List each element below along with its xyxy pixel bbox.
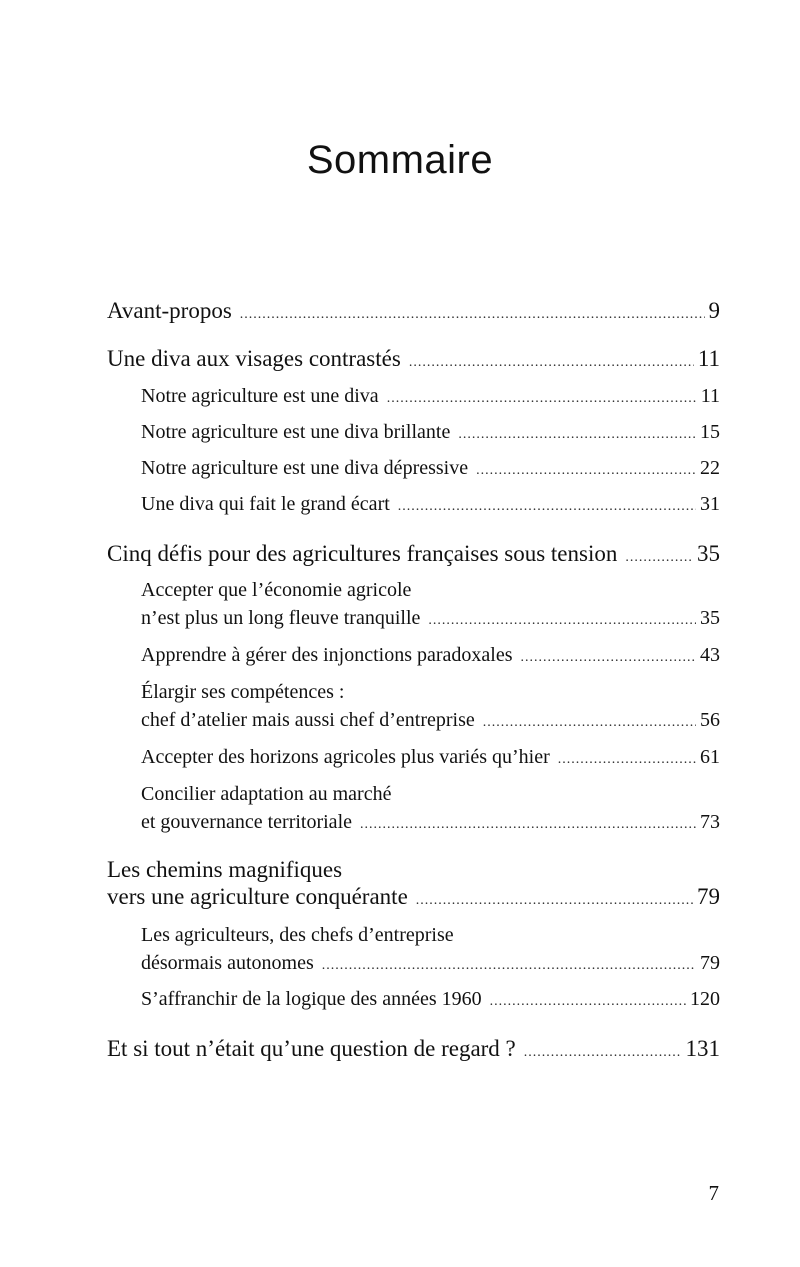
toc-entry-cinq-defis[interactable] <box>107 541 720 567</box>
toc-subentry-horizons[interactable] <box>141 746 720 769</box>
toc-entry-page: 131 <box>685 1036 720 1061</box>
toc-entry-label: Accepter des horizons agricoles plus variés qu’hier <box>141 746 550 768</box>
toc-entry-page: 11 <box>700 385 720 407</box>
dot-leader <box>360 817 696 833</box>
toc-subentry-injonctions[interactable] <box>141 644 720 667</box>
toc-subentry-agriculteurs[interactable] <box>141 952 720 975</box>
toc-entry-label: désormais autonomes <box>141 952 314 974</box>
toc-entry-page: 35 <box>700 607 720 629</box>
toc-entry-label: Notre agriculture est une diva <box>141 385 379 407</box>
toc-entry-page: 79 <box>700 952 720 974</box>
toc-entry-chemins[interactable] <box>107 884 720 910</box>
dot-leader <box>558 752 696 768</box>
toc-entry-page: 35 <box>697 541 720 566</box>
toc-subentry-diva-depressive[interactable] <box>141 457 720 480</box>
toc-entry-label: Une diva aux visages contrastés <box>107 346 401 371</box>
toc-entry-label: et gouvernance territoriale <box>141 811 352 833</box>
dot-leader <box>322 958 696 974</box>
toc-entry-label: Cinq défis pour des agricultures françaises sous tension <box>107 541 618 566</box>
dot-leader <box>428 613 696 629</box>
toc-entry-page: 31 <box>700 493 720 515</box>
toc-entry-label: Et si tout n’était qu’une question de regard ? <box>107 1036 516 1061</box>
toc-entry-label: vers une agriculture conquérante <box>107 884 408 909</box>
toc-entry-label: Une diva qui fait le grand écart <box>141 493 390 515</box>
toc-entry-label: Notre agriculture est une diva dépressive <box>141 457 469 479</box>
toc-entry-page: 56 <box>700 709 720 731</box>
toc-entry-regard[interactable] <box>107 1036 720 1062</box>
dot-leader <box>490 994 686 1010</box>
dot-leader <box>476 463 696 479</box>
toc-entry-une-diva[interactable] <box>107 346 720 372</box>
toc-subentry-diva[interactable] <box>141 385 720 408</box>
toc-entry-page: 79 <box>697 884 720 909</box>
dot-leader <box>458 427 696 443</box>
dot-leader <box>240 307 705 323</box>
toc-entry-page: 22 <box>700 457 720 479</box>
toc-subentry-diva-brillante[interactable] <box>141 421 720 444</box>
toc-entry-label: chef d’atelier mais aussi chef d’entreprise <box>141 709 475 731</box>
toc-subentry-competences[interactable] <box>141 709 720 732</box>
toc-entry-page: 61 <box>700 746 720 768</box>
toc-entry-label: Notre agriculture est une diva brillante <box>141 421 451 443</box>
toc-subentry-grand-ecart[interactable] <box>141 493 720 516</box>
toc-entry-label: S’affranchir de la logique des années 1960 <box>141 988 482 1010</box>
toc-subentry-affranchir[interactable] <box>141 988 720 1011</box>
toc-subentry-first-line[interactable]: Concilier adaptation au marché <box>141 783 392 805</box>
page-title: Sommaire <box>306 138 494 182</box>
toc-entry-page: 73 <box>700 811 720 833</box>
toc-entry-label: Apprendre à gérer des injonctions paradoxales <box>141 644 513 666</box>
dot-leader <box>524 1045 682 1061</box>
dot-leader <box>409 355 694 371</box>
dot-leader <box>625 550 693 566</box>
dot-leader <box>398 499 696 515</box>
dot-leader <box>387 391 697 407</box>
toc-entry-page: 11 <box>697 346 720 371</box>
toc-subentry-economie-agricole[interactable] <box>141 607 720 630</box>
toc-subentry-first-line[interactable]: Élargir ses compétences : <box>141 681 345 703</box>
toc-entry-page: 9 <box>708 298 720 323</box>
dot-leader <box>521 650 696 666</box>
toc-entry-avant-propos[interactable] <box>107 298 720 324</box>
toc-entry-page: 120 <box>690 988 720 1010</box>
toc-subentry-first-line[interactable]: Les agriculteurs, des chefs d’entreprise <box>141 924 454 946</box>
dot-leader <box>416 893 693 909</box>
toc-entry-label: n’est plus un long fleuve tranquille <box>141 607 421 629</box>
toc-entry-label: Avant-propos <box>107 298 232 323</box>
toc-entry-page: 15 <box>700 421 720 443</box>
toc-subentry-first-line[interactable]: Accepter que l’économie agricole <box>141 579 412 601</box>
toc-entry-first-line[interactable]: Les chemins magnifiques <box>107 857 343 882</box>
dot-leader <box>483 715 696 731</box>
toc-entry-page: 43 <box>700 644 720 666</box>
page-number: 7 <box>708 1181 719 1205</box>
toc-subentry-gouvernance[interactable] <box>141 811 720 834</box>
